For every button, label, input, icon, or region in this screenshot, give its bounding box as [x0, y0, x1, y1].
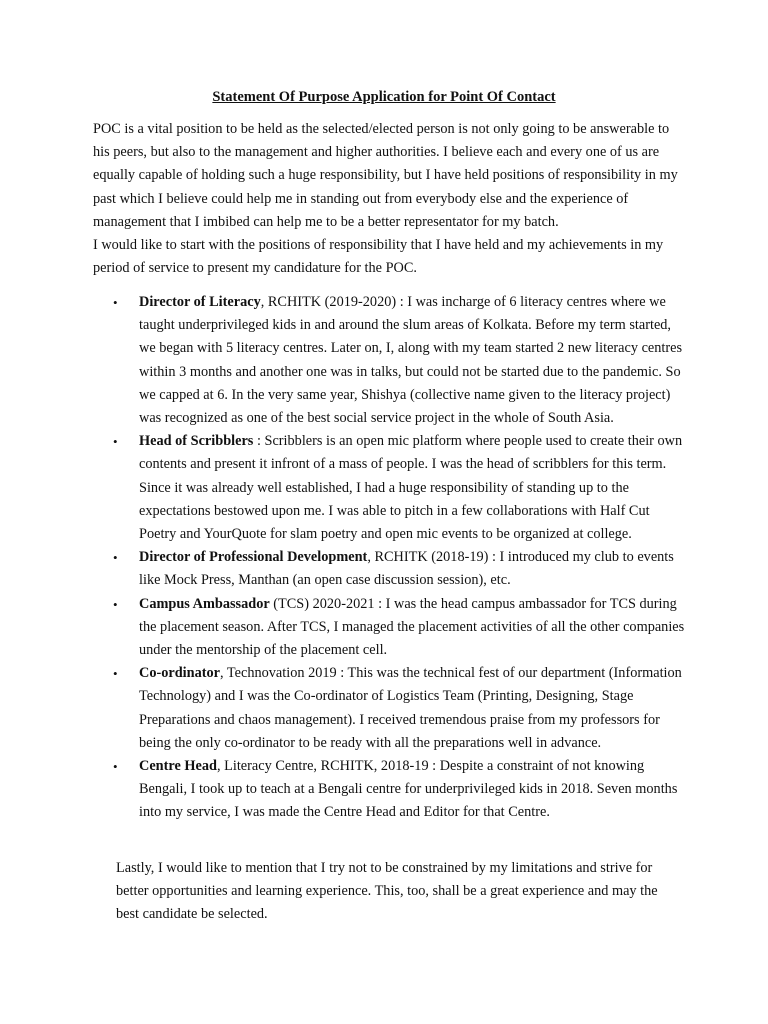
bullet-icon: •: [113, 550, 118, 566]
role-description: : Scribblers is an open mic platform where people used to create their own contents and present it infront of a mass of people. I was the head of scribblers for this term. Since it was already well established, I had a huge responsibility of standing up to the expectations bestowed upon me. I was able to pitch in a few collaborations with Half Cut Poetry and YourQuote for slam poetry and open mic events to be organized at college.: [139, 433, 683, 543]
intro-paragraph-1: POC is a vital position to be held as the selected/elected person is not only going to be answerable to his peers, but also to the management and higher authorities. I believe each and every one of us are equally capable of holding such a huge responsibility, but I have held positions of responsibility in my past which I believe could help me in standing out from everybody else and the experience of management that I imbibed can help me to be a better representator for my batch.: [93, 121, 678, 230]
role-item-campus-ambassador: [93, 593, 685, 663]
role-item-centre-head: [93, 755, 685, 825]
role-description: , RCHITK (2019-2020) : I was incharge of 6 literacy centres where we taught underprivileged kids in and around the slum areas of Kolkata. Before my term started, we began with 5 literacy centres. Later on, I, along with my team started 2 new literacy centres within 3 months and another one was in talks, but could not be started due to the pandemic. So we capped at 6. In the very same year, Shishya (collective name given to the literacy project) was recognized as one of the best social service project in the whole of South Asia.: [139, 294, 683, 427]
role-item-head-of-scribblers: [93, 430, 685, 546]
intro-section: [93, 118, 683, 280]
role-item-co-ordinator: [93, 662, 685, 755]
role-title: Head of Scribblers: [139, 433, 254, 450]
bullet-icon: •: [113, 596, 118, 612]
intro-paragraph-2: I would like to start with the positions of responsibility that I have held and my achievements in my period of service to present my candidature for the POC.: [93, 237, 664, 277]
role-title: Co-ordinator: [139, 665, 221, 682]
role-item-director-of-literacy: [93, 291, 685, 430]
roles-list: [93, 291, 685, 825]
role-title: Centre Head: [139, 758, 217, 775]
bullet-icon: •: [113, 666, 118, 682]
role-title: Campus Ambassador: [139, 595, 270, 612]
role-title: Director of Literacy: [139, 294, 261, 310]
bullet-icon: •: [113, 295, 118, 310]
document-title: Statement Of Purpose Application for Point Of Contact: [212, 89, 556, 105]
role-item-director-of-professional-development: [93, 546, 685, 592]
closing-paragraph: Lastly, I would like to mention that I try not to be constrained by my limitations and strive for better opportunities and learning experience. This, too, shall be a great experience and may the best candidate be selected.: [116, 860, 658, 923]
bullet-icon: •: [113, 434, 118, 450]
bullet-icon: •: [113, 759, 118, 775]
role-description: , Literacy Centre, RCHITK, 2018-19 : Despite a constraint of not knowing Bengali, I took up to teach at a Bengali centre for underprivileged kids in 2018. Seven months into my service, I was made the Centre Head and Editor for that Centre.: [139, 758, 678, 821]
role-title: Director of Professional Development: [139, 549, 368, 566]
role-description: , Technovation 2019 : This was the technical fest of our department (Information Technology) and I was the Co-ordinator of Logistics Team (Printing, Designing, Stage Preparations and chaos management). I received tremendous praise from my professors for being the only co-ordinator to be ready with all the preparations well in advance.: [139, 665, 682, 751]
role-description: , RCHITK (2018-19) : I introduced my club to events like Mock Press, Manthan (an open case discussion session), etc.: [139, 549, 674, 589]
role-description: (TCS) 2020-2021 : I was the head campus ambassador for TCS during the placement season. After TCS, I managed the placement activities of all the other companies under the mentorship of the placement cell.: [139, 595, 685, 659]
